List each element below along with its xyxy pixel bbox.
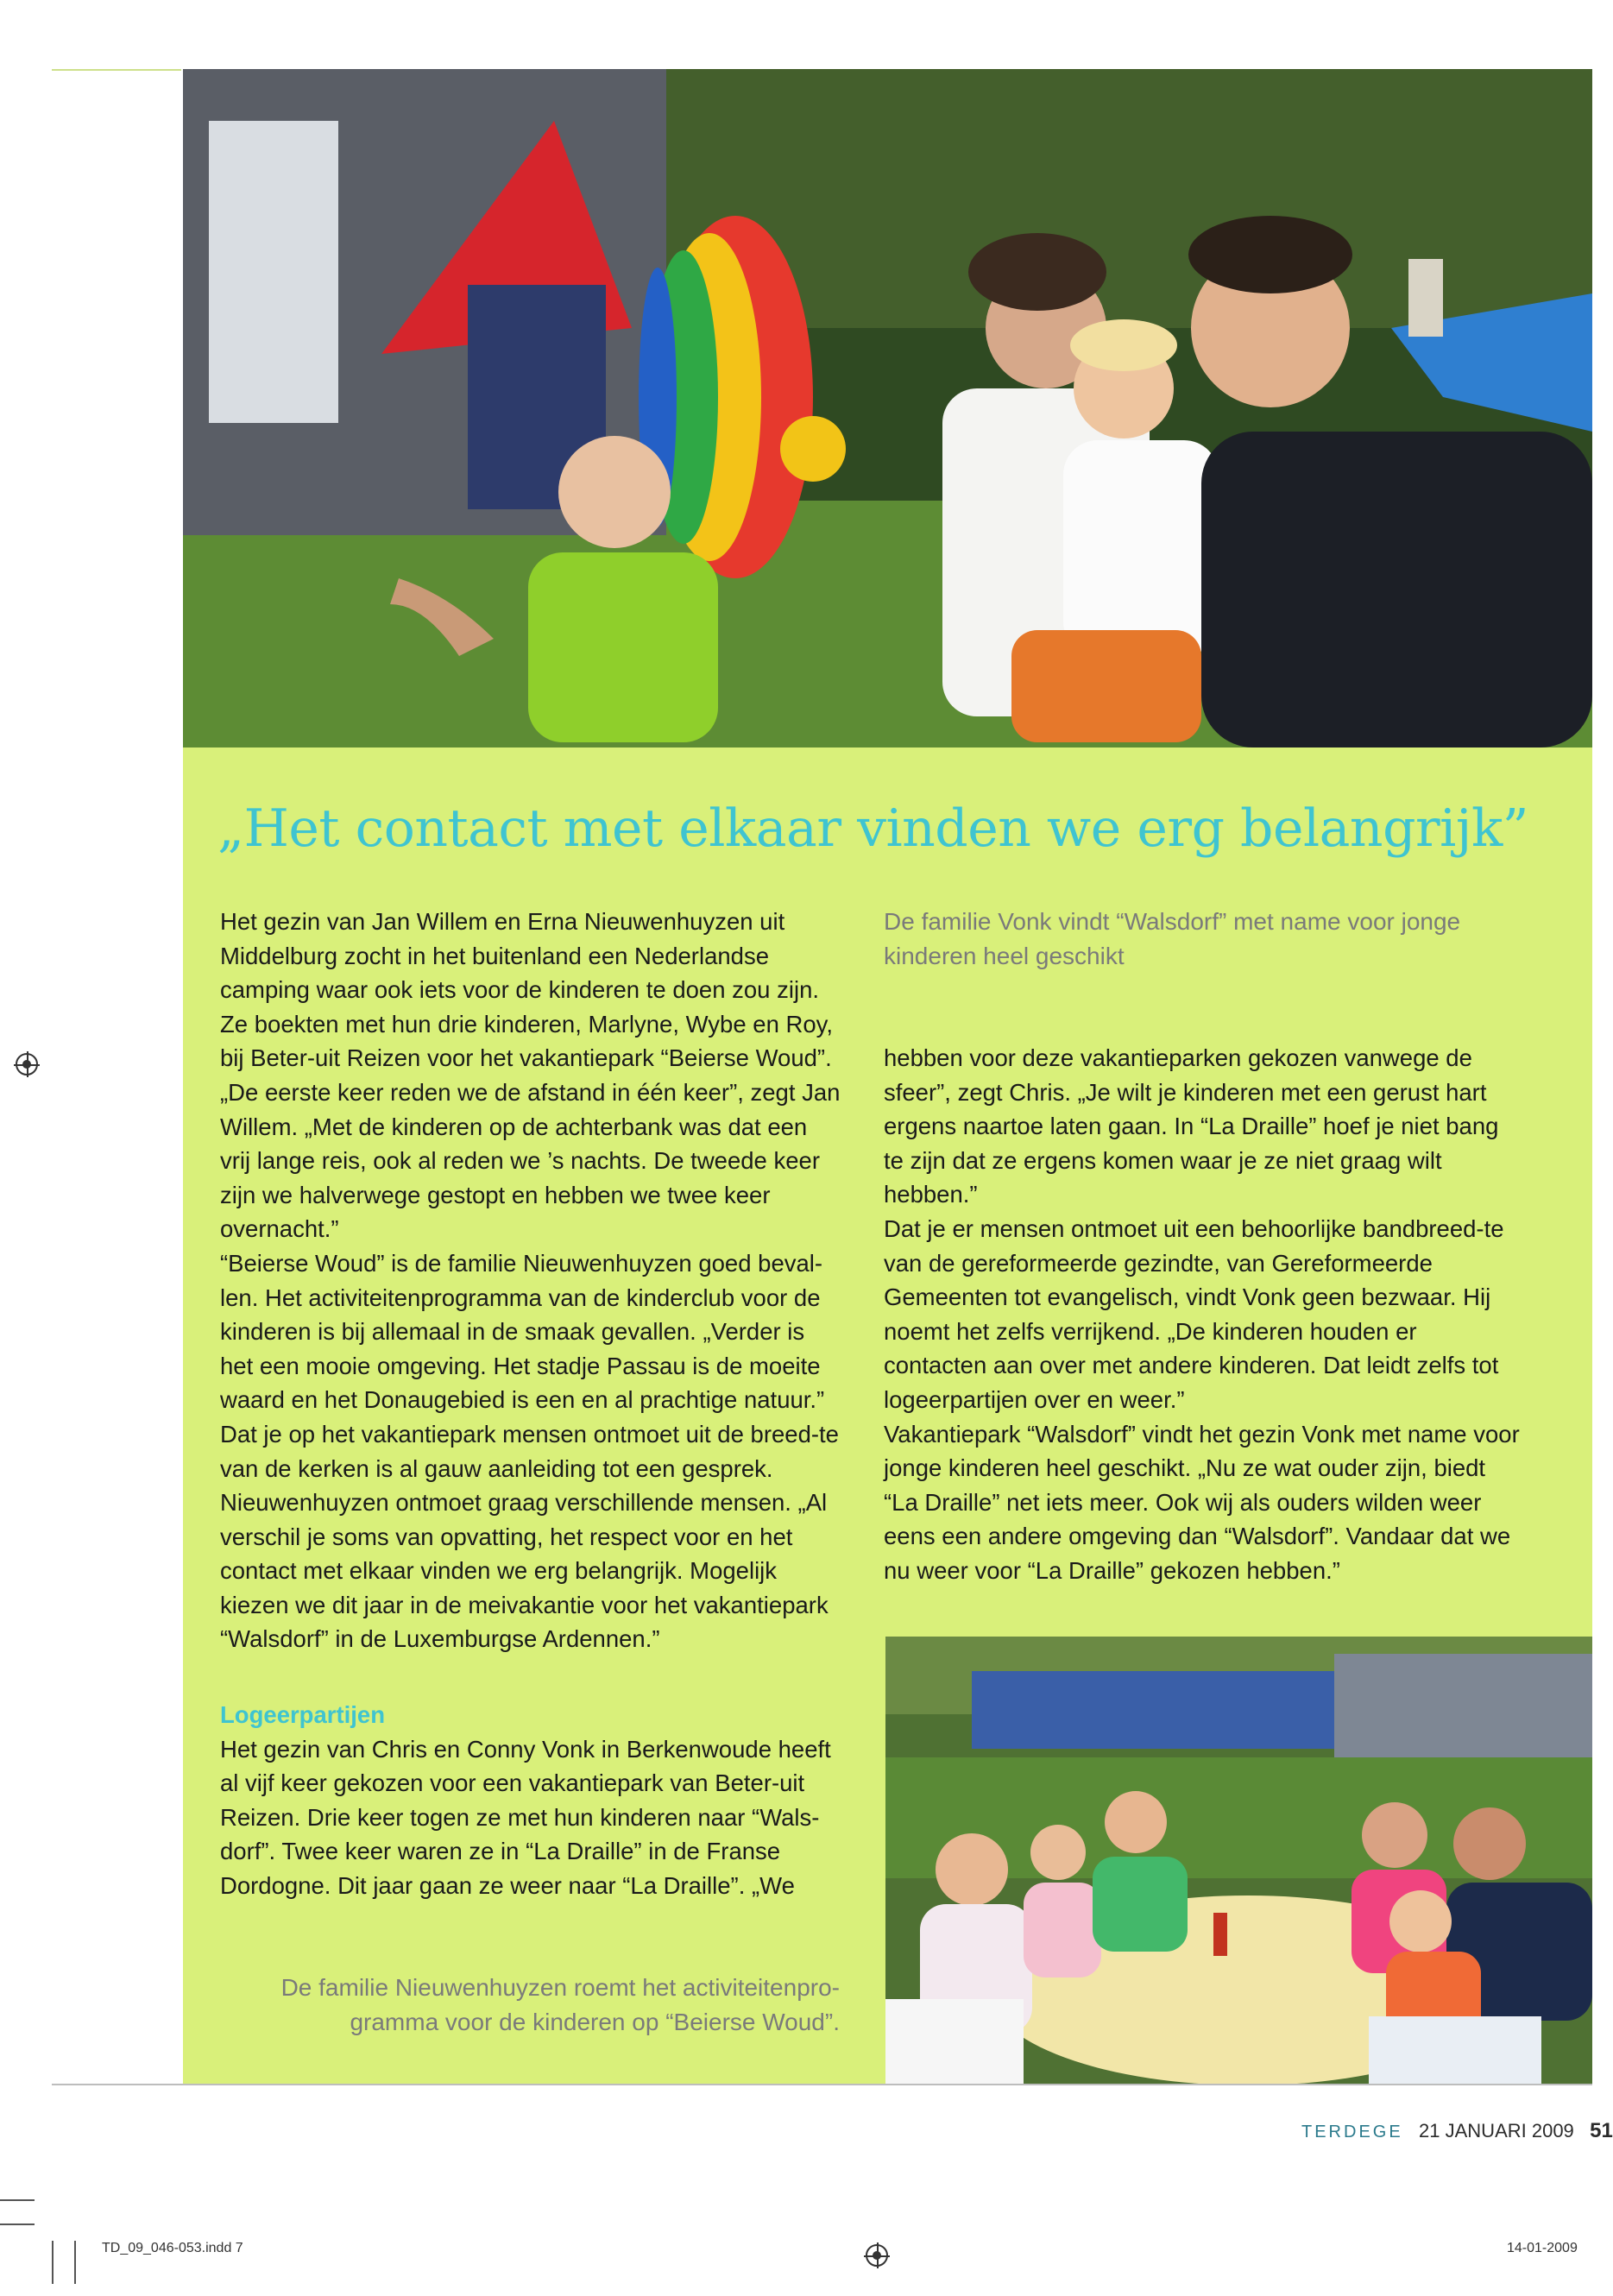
top-rule (52, 69, 181, 71)
paragraph-4: hebben voor deze vakantieparken gekozen vanwege de sfeer”, zegt Chris. „Je wilt je kinderen met een gerust hart ergens naartoe laten gaan. In “La Draille” hoef je niet bang te zijn dat ze ergens komen waar je ze niet graag wilt hebben.” (884, 1044, 1499, 1208)
page-footer (1301, 2119, 1613, 2143)
photo-caption-vonk: De familie Vonk vindt “Walsdorf” met name voor jonge kinderen heel geschikt (884, 908, 1461, 969)
crop-mark (74, 2241, 76, 2284)
issue-date: 21 JANUARI 2009 (1419, 2120, 1574, 2141)
paragraph-5: Dat je er mensen ontmoet uit een behoorlijke bandbreed-te van de gereformeerde gezindte, van Gereformeerde Gemeenten tot evangelisch, vindt Vonk geen bezwaar. Hij noemt het zelfs verrijkend. „De kinderen houden er contacten aan over met andere kinderen. Dat leidt zelfs tot logeerpartijen over en weer.” (884, 1214, 1504, 1413)
article-headline: „Het contact met elkaar vinden we erg belangrijk” (217, 798, 1528, 859)
registration-mark-icon (16, 1053, 38, 1075)
section-subhead: Logeerpartijen (220, 1701, 386, 1728)
paragraph-3: Het gezin van Chris en Conny Vonk in Berkenwoude heeft al vijf keer gekozen voor een vakantiepark van Beter-uit Reizen. Drie keer togen ze met hun kinderen naar “Wals-dorf”. Twee keer waren ze in “La Draille” in de Franse Dordogne. Dit jaar gaan ze weer naar “La Draille”. „We (220, 1735, 831, 1899)
article-column-1 (220, 905, 841, 1656)
registration-mark-icon (866, 2244, 888, 2267)
family-table-photo (885, 1637, 1592, 2084)
family-photo-camping (183, 69, 1592, 747)
crop-mark (52, 2241, 54, 2284)
magazine-name: TERDEGE (1301, 2123, 1403, 2141)
print-slug-date: 14-01-2009 (1507, 2241, 1578, 2255)
crop-mark (0, 2199, 35, 2201)
page-number: 51 (1590, 2119, 1613, 2142)
article-column-1-lower (220, 1698, 841, 1903)
paragraph-1: Het gezin van Jan Willem en Erna Nieuwenhuyzen uit Middelburg zocht in het buitenland een Nederlandse camping waar ook iets voor de kinderen te doen zou zijn. Ze boekten met hun drie kinderen, Marlyne, Wybe en Roy, bij Beter-uit Reizen voor het vakantiepark “Beierse Woud”. „De eerste keer reden we de afstand in één keer”, zegt Jan Willem. „Met de kinderen op de achterbank was dat een vrij lange reis, ook al reden we ’s nachts. De tweede keer zijn we halverwege gestopt en hebben we twee keer overnacht.” (220, 908, 841, 1243)
paragraph-2: “Beierse Woud” is de familie Nieuwenhuyzen goed beval-len. Het activiteitenprogramma van de kinderclub voor de kinderen is bij allemaal in de smaak gevallen. „Verder is het een mooie omgeving. Het stadje Passau is de moeite waard en het Donaugebied is een en al prachtige natuur.” Dat je op het vakantiepark mensen ontmoet uit de breed-te van de kerken is al gauw aanleiding tot een gesprek. Nieuwenhuyzen ontmoet graag verschillende mensen. „Al verschil je soms van opvatting, het respect voor en het contact met elkaar vinden we erg belangrijk. Mogelijk kiezen we dit jaar in de meivakantie voor het vakantiepark “Walsdorf” in de Luxemburgse Ardennen.” (220, 1249, 839, 1653)
crop-mark (0, 2223, 35, 2225)
print-slug-file: TD_09_046-053.indd 7 (102, 2241, 243, 2255)
photo-caption-nieuwenhuyzen: De familie Nieuwenhuyzen roemt het activiteitenpro-gramma voor de kinderen op “Beierse Woud”. (280, 1974, 840, 2035)
paragraph-6: Vakantiepark “Walsdorf” vindt het gezin Vonk met name voor jonge kinderen heel geschikt. „Nu ze wat ouder zijn, biedt “La Draille” net iets meer. Ook wij als ouders wilden weer eens een andere omgeving dan “Walsdorf”. Vandaar dat we nu weer voor “La Draille” gekozen hebben.” (884, 1420, 1520, 1584)
article-column-2 (884, 1041, 1522, 1588)
bottom-rule (52, 2084, 1592, 2085)
